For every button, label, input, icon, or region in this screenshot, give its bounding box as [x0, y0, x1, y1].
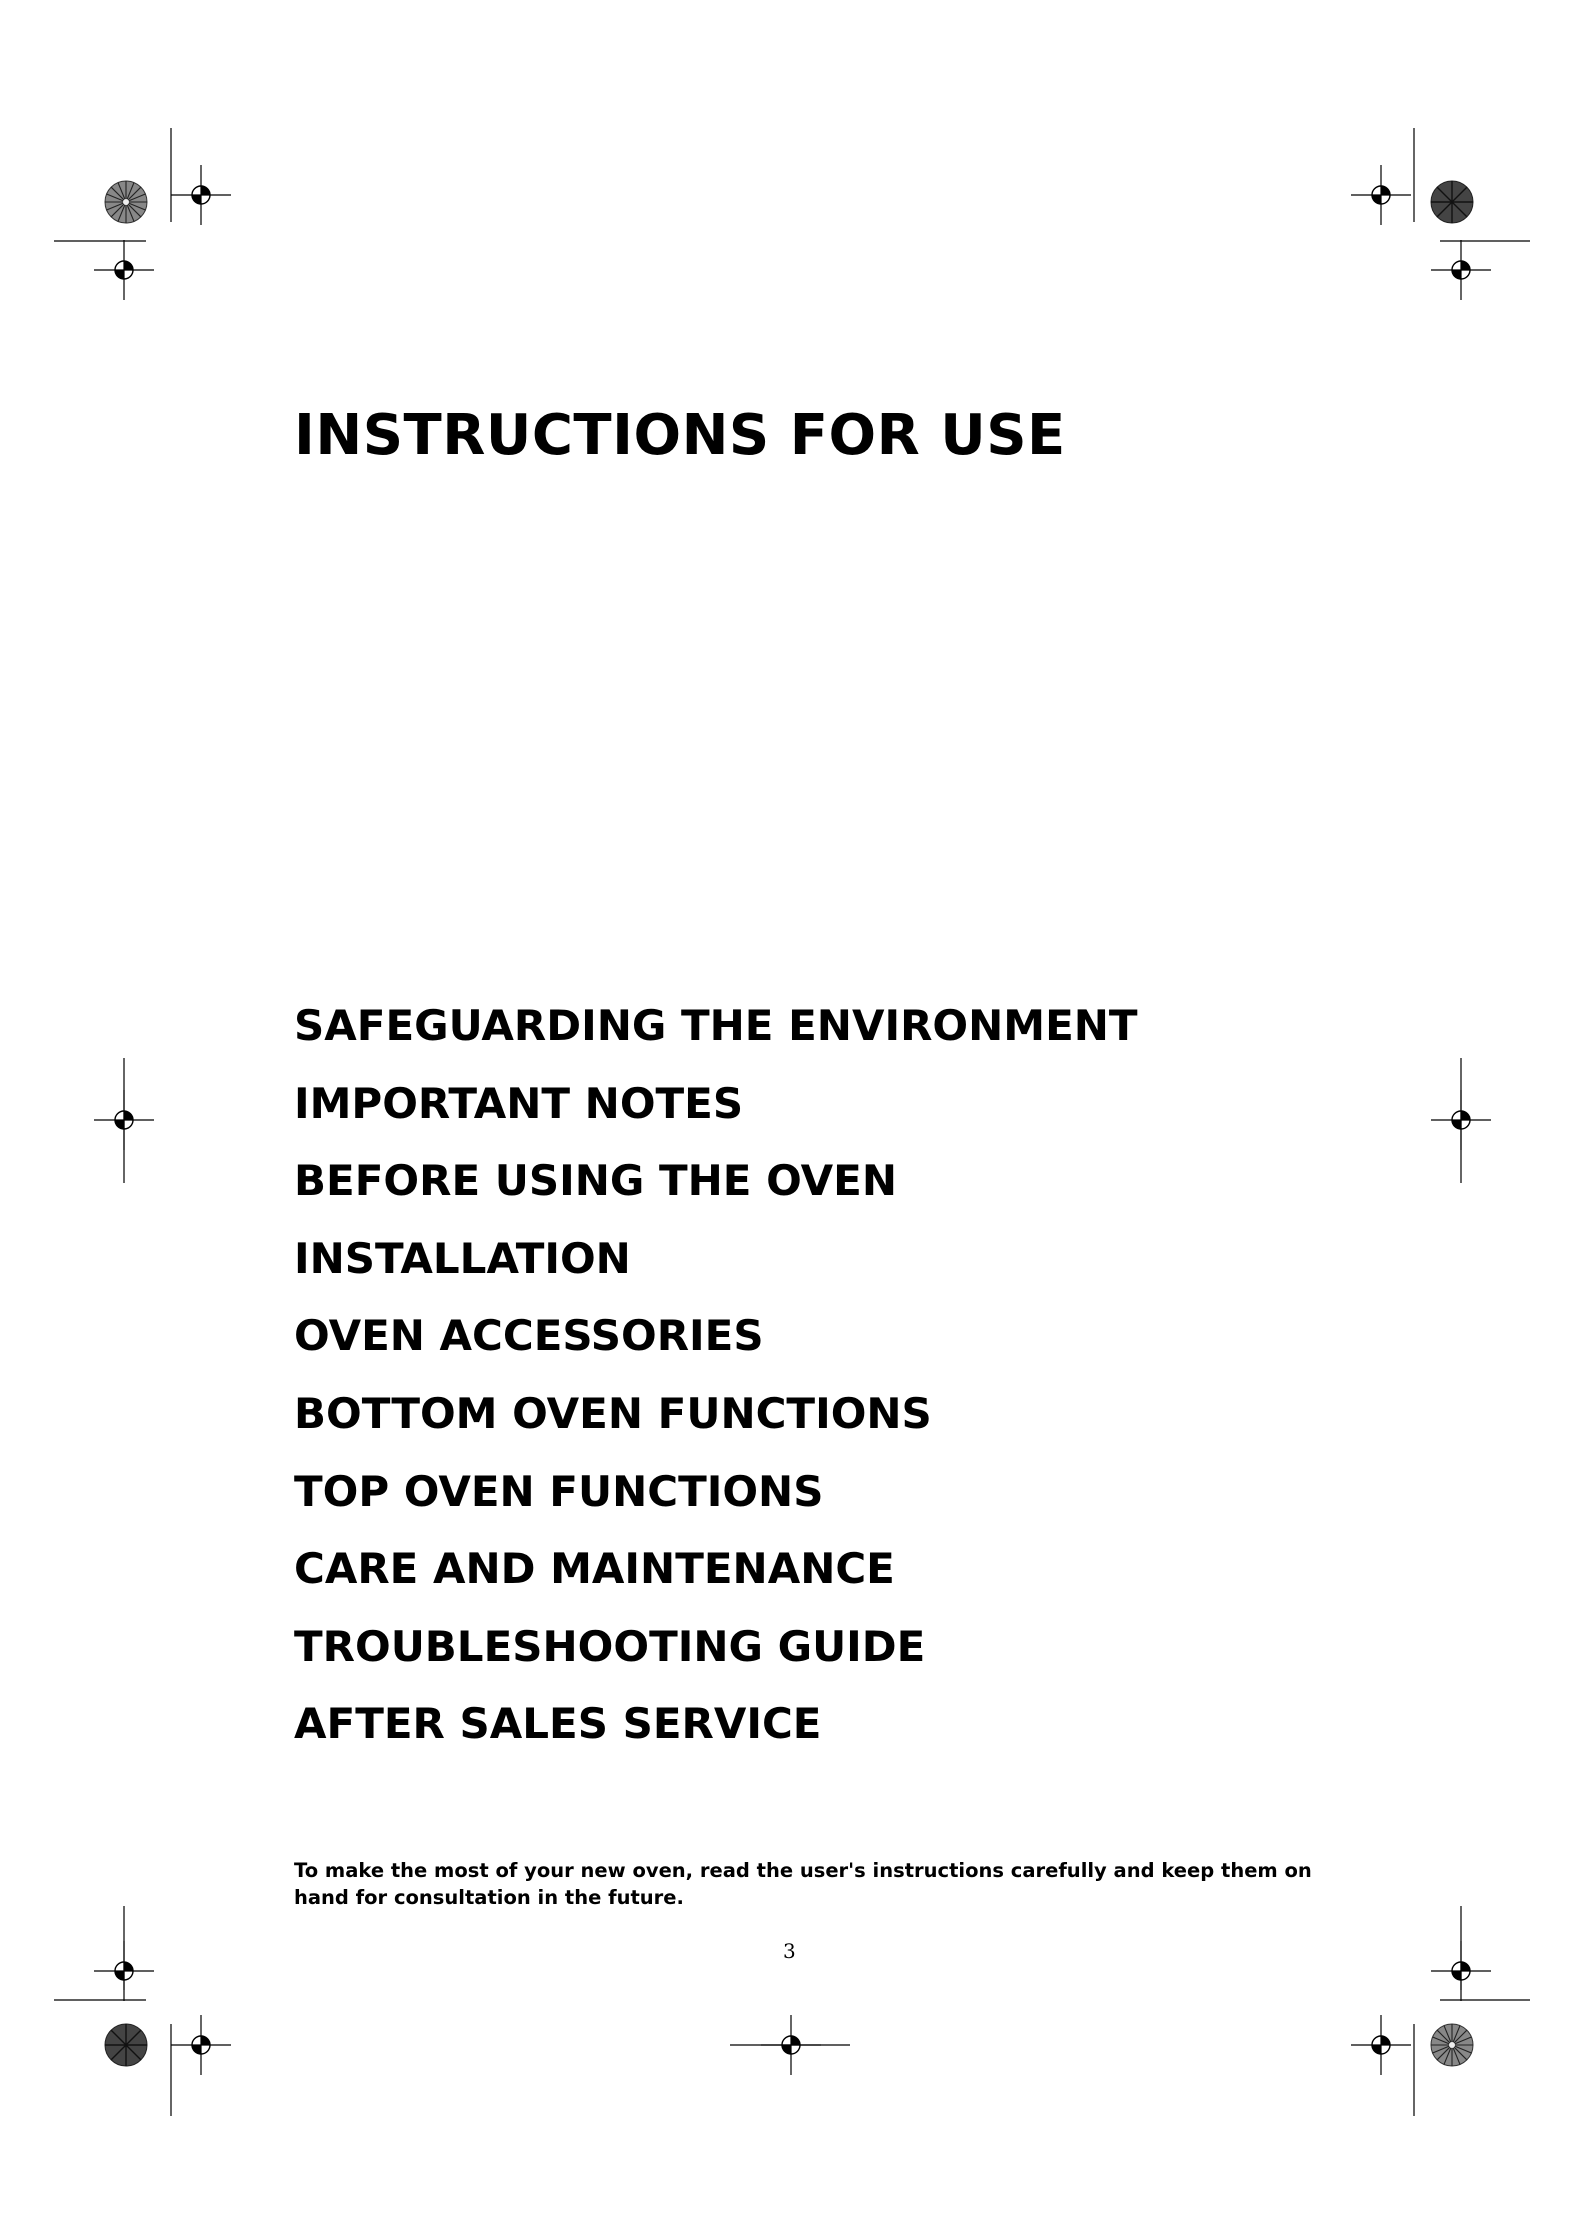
toc-item-important-notes: IMPORTANT NOTES [294, 1078, 744, 1128]
toc-item-care-and-maintenance: CARE AND MAINTENANCE [294, 1544, 895, 1594]
radial-test-wheel-icon [1431, 181, 1473, 223]
table-of-contents [294, 998, 1138, 1774]
top-right-print-marks [1351, 128, 1530, 300]
registration-crosshair-icon [1431, 1090, 1491, 1150]
toc-item-installation: INSTALLATION [294, 1233, 631, 1283]
registration-crosshair-icon [1431, 1941, 1491, 2001]
toc-item-before-using-the-oven: BEFORE USING THE OVEN [294, 1156, 898, 1206]
registration-crosshair-icon [1351, 2015, 1411, 2075]
toc-item-top-oven-functions: TOP OVEN FUNCTIONS [294, 1466, 824, 1516]
intro-note: To make the most of your new oven, read the user's instructions carefully and keep them on hand for consultation in the future. [294, 1859, 1312, 1909]
toc-item-bottom-oven-functions: BOTTOM OVEN FUNCTIONS [294, 1388, 932, 1438]
page-number: 3 [783, 1939, 796, 1963]
radial-test-wheel-icon [1431, 2024, 1473, 2066]
registration-crosshair-icon [761, 2015, 821, 2075]
bottom-right-print-marks [1351, 1906, 1530, 2116]
radial-test-wheel-icon [105, 2024, 147, 2066]
registration-crosshair-icon [1431, 240, 1491, 300]
toc-item-safeguarding-the-environment: SAFEGUARDING THE ENVIRONMENT [294, 1001, 1138, 1050]
registration-crosshair-icon [94, 240, 154, 300]
registration-crosshair-icon [171, 2015, 231, 2075]
toc-item-troubleshooting-guide: TROUBLESHOOTING GUIDE [294, 1621, 926, 1671]
toc-item-oven-accessories: OVEN ACCESSORIES [294, 1311, 764, 1361]
registration-crosshair-icon [94, 1090, 154, 1150]
registration-crosshair-icon [1351, 165, 1411, 225]
top-left-print-marks [54, 128, 231, 300]
page-title: INSTRUCTIONS FOR USE [294, 403, 1066, 468]
bottom-left-print-marks [54, 1906, 231, 2116]
registration-crosshair-icon [94, 1941, 154, 2001]
registration-crosshair-icon [171, 165, 231, 225]
radial-test-wheel-icon [105, 181, 147, 223]
toc-item-after-sales-service: AFTER SALES SERVICE [294, 1699, 822, 1749]
